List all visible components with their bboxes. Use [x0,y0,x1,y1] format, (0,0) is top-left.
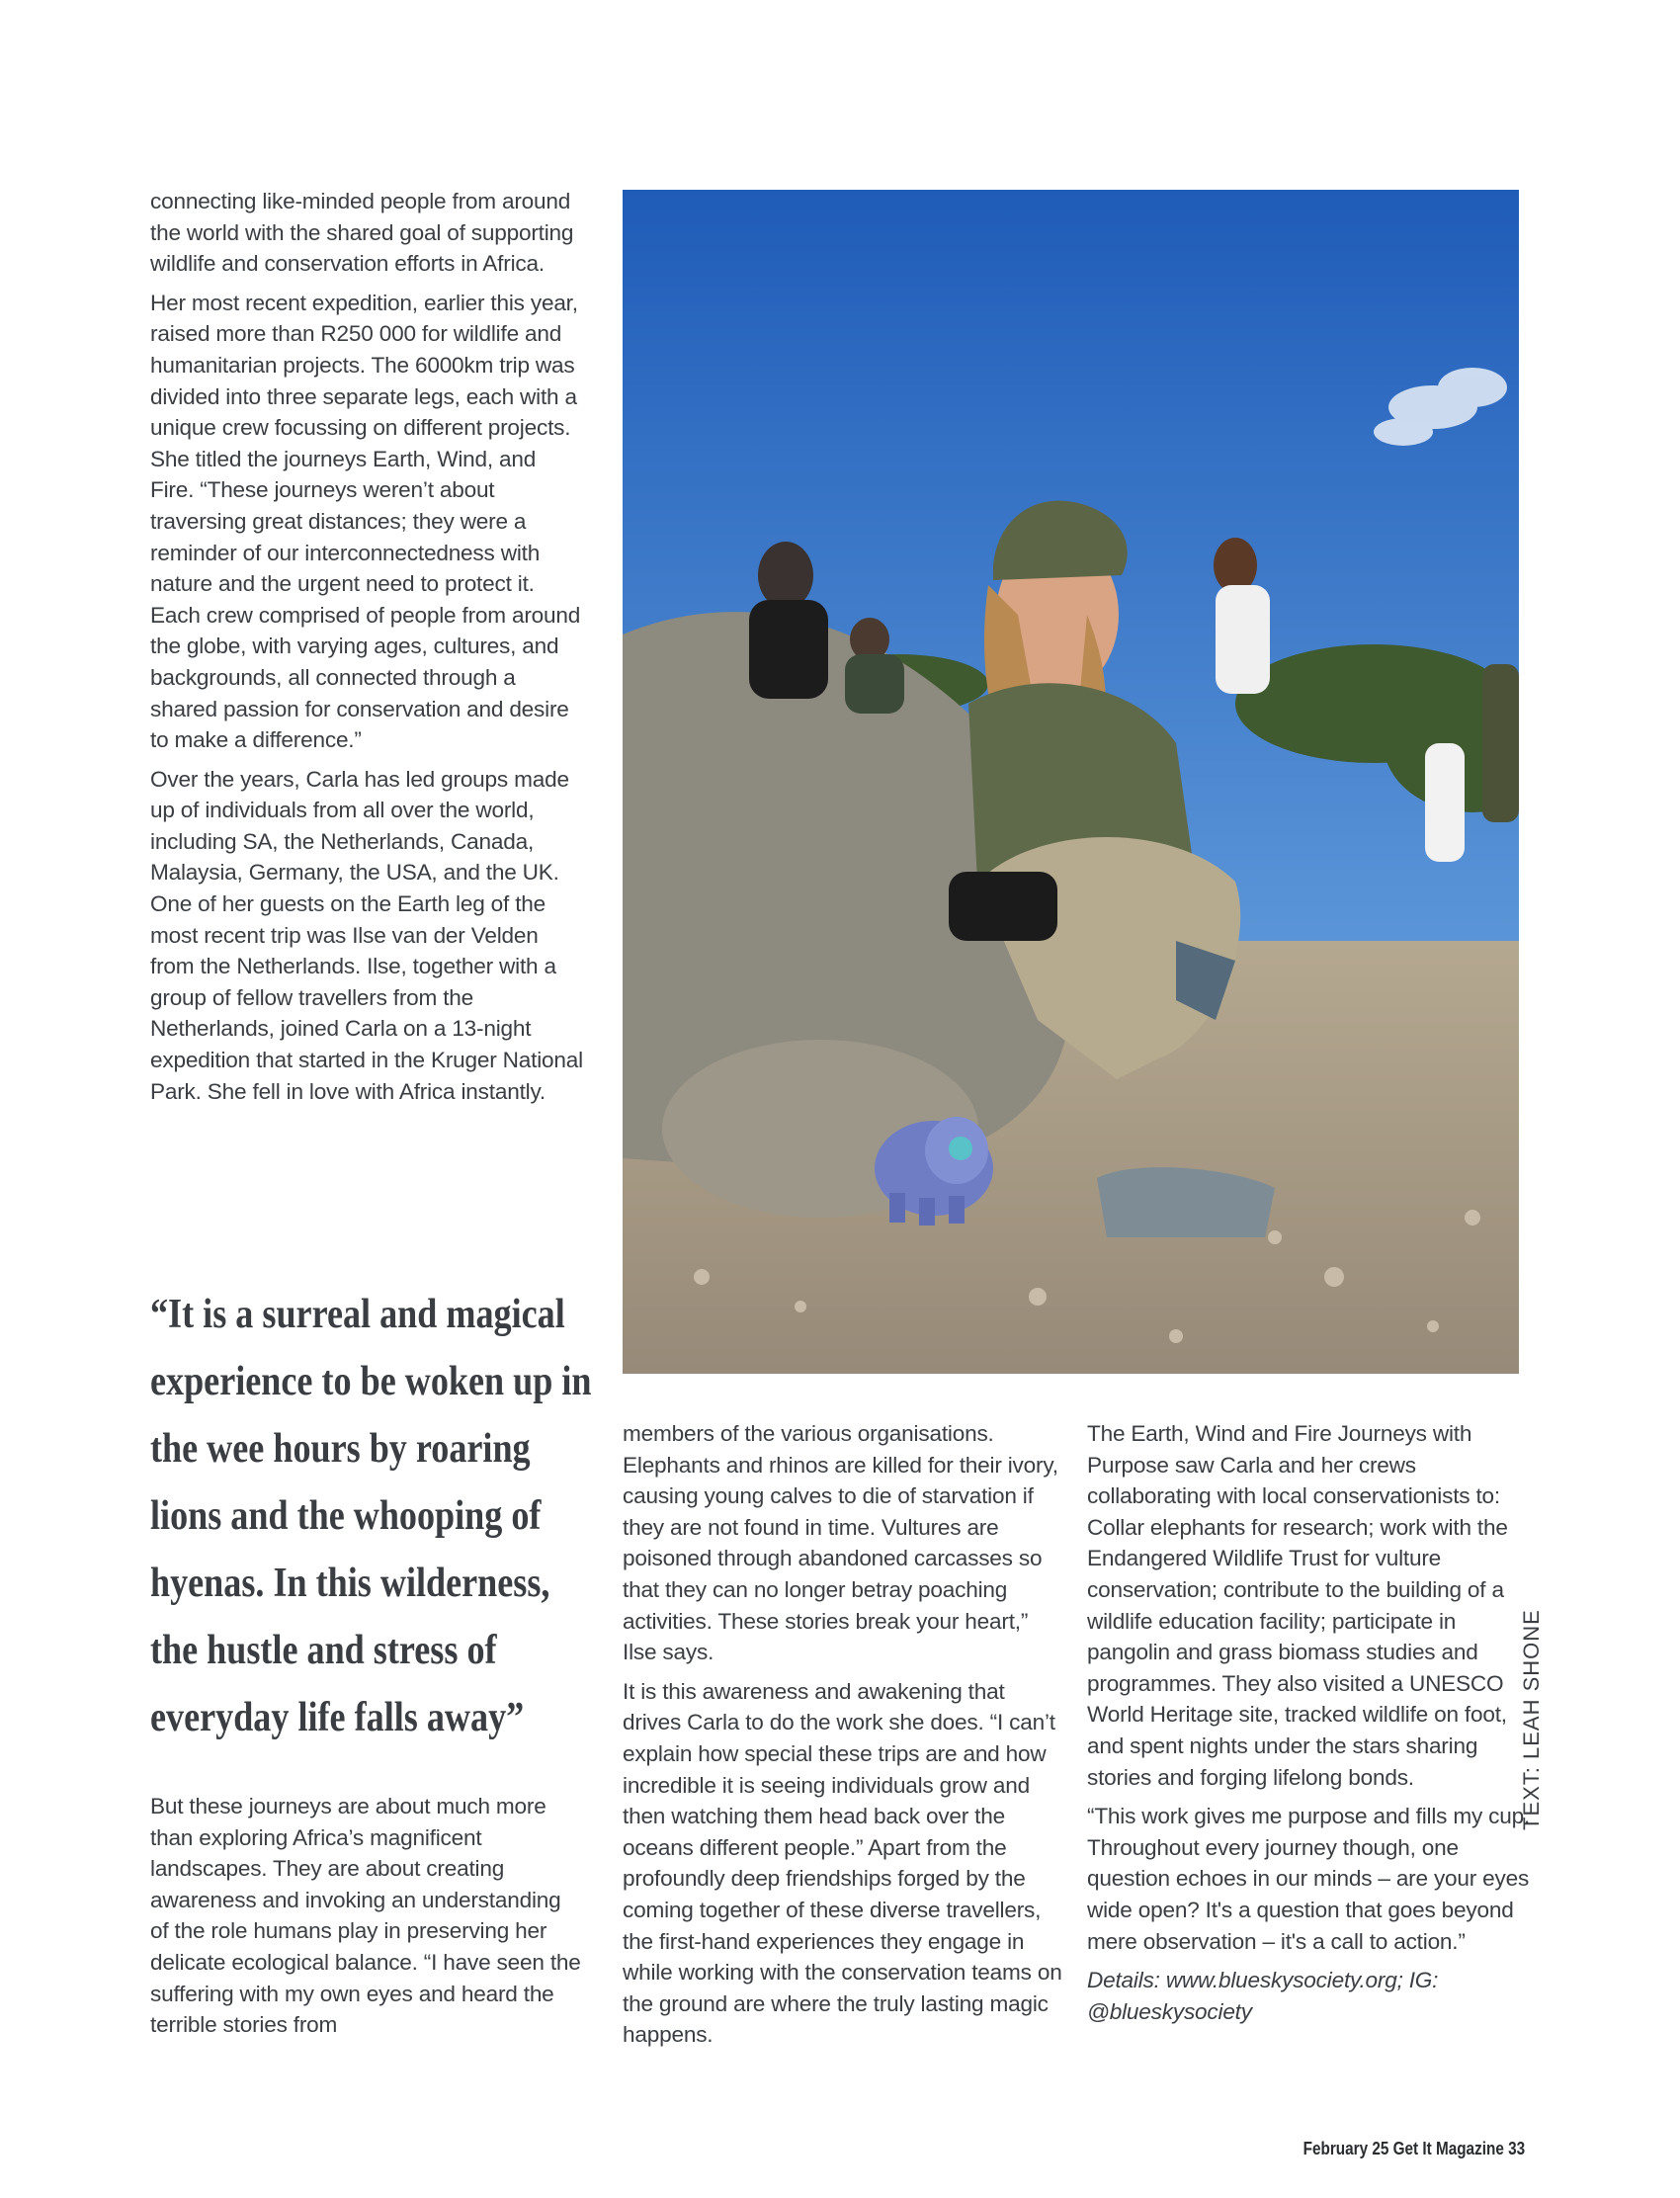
paragraph: Her most recent expedition, earlier this year, raised more than R250 000 for wildlife and humanitarian projects. The 6000km trip was divided into three separate legs, each with a unique crew focussing on different projects. She titled the journeys Earth, Wind, and Fire. “These journeys weren’t about traversing great distances; they were a reminder of our interconnectedness with nature and the urgent need to protect it. Each crew comprised of people from around the globe, with varying ages, cultures, and backgrounds, all connected through a shared passion for conservation and desire to make a difference.” [150,290,581,753]
byline: TEXT: LEAH SHONE [1519,1609,1544,1830]
article-column-1-top [150,186,585,1115]
paragraph: “This work gives me purpose and fills my cup. Throughout every journey though, one question echoes in our minds – are your eyes wide open? It's a question that goes beyond mere observation – it's a call to action.” [1087,1804,1531,1954]
paragraph: members of the various organisations. Elephants and rhinos are killed for their ivory, causing young calves to die of starvation if they are not found in time. Vultures are poisoned through abandoned carcasses so that they can no longer betray poaching activities. These stories break your heart,” Ilse says. [623,1421,1058,1665]
paragraph: connecting like-minded people from around the world with the shared goal of supporting wildlife and conservation efforts in Africa. [150,189,574,277]
paragraph: The Earth, Wind and Fire Journeys with Purpose saw Carla and her crews collaborating with local conservationists to: Collar elephants for research; work with the Endangered Wildlife Trust for vulture conservation; contribute to the building of a wildlife education facility; participate in pangolin and grass biomass studies and programmes. They also visited a UNESCO World Heritage site, tracked wildlife on foot, and spent nights under the stars sharing stories and forging lifelong bonds. [1087,1421,1508,1790]
paragraph: Over the years, Carla has led groups made up of individuals from all over the world, including SA, the Netherlands, Canada, Malaysia, Germany, the USA, and the UK. One of her guests on the Earth leg of the most recent trip was Ilse van der Velden from the Netherlands. Ilse, together with a group of fellow travellers from the Netherlands, joined Carla on a 13-night expedition that started in the Kruger National Park. She fell in love with Africa instantly. [150,766,583,1104]
pull-quote: “It is a surreal and magical experience to be woken up in the wee hours by roaring lions and the whooping of hyenas. In this wilderness, the hustle and stress of everyday life falls away” [150,1292,592,1740]
article-column-3 [1087,1418,1532,2035]
details-line: Details: www.blueskysociety.org; IG: @blueskysociety [1087,1968,1439,2024]
article-column-1-bottom [150,1791,585,2049]
page-folio: February 25 Get It Magazine 33 [1302,2139,1525,2158]
paragraph: It is this awareness and awakening that drives Carla to do the work she does. “I can’t explain how special these trips are and how incredible it is seeing individuals grow and then watching them head back over the oceans different people.” Apart from the profoundly deep friendships forged by the coming together of these diverse travellers, the first-hand experiences they engage in while working with the conservation teams on the ground are where the truly lasting magic happens. [623,1678,1062,2048]
article-column-2 [623,1418,1067,2059]
article-photo [623,190,1519,1374]
paragraph: But these journeys are about much more than exploring Africa’s magnificent landscapes. They are about creating awareness and invoking an understanding of the role humans play in preserving her delicate ecological balance. “I have seen the suffering with my own eyes and heard the terrible stories from [150,1794,581,2038]
